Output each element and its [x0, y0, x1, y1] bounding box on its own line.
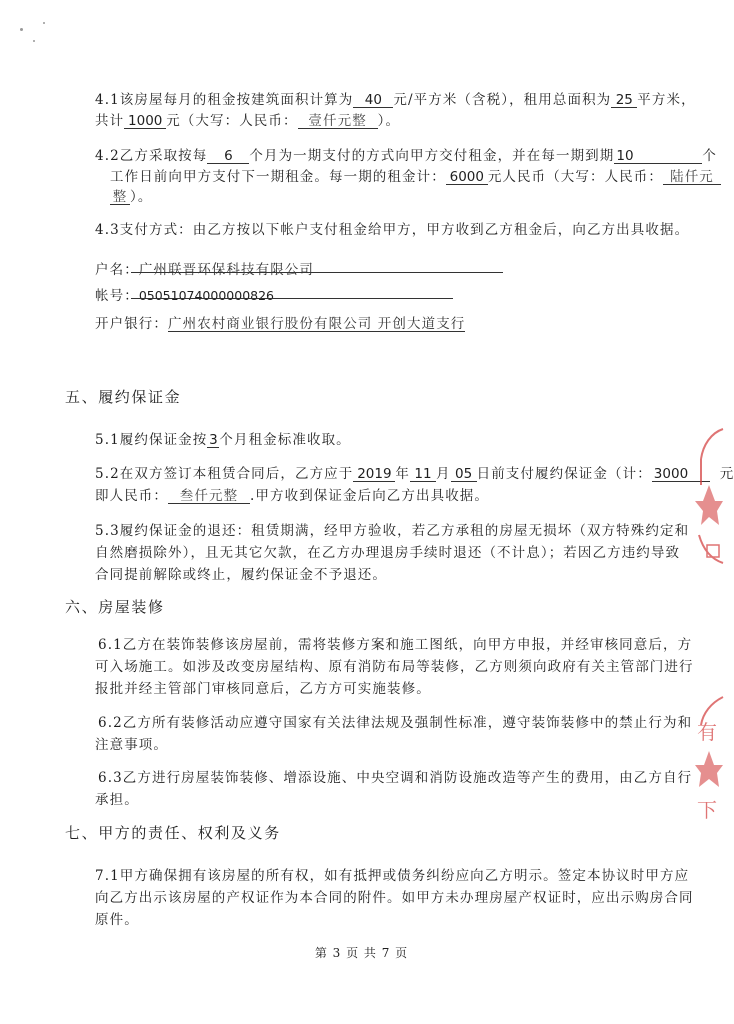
scan-speck [20, 28, 23, 31]
clause-7-1-line-1: 7.1甲方确保拥有该房屋的所有权，如有抵押或债务纠纷应向乙方明示。签定本协议时甲方应 [95, 868, 690, 884]
clause-6-2-line-2: 注意事项。 [95, 737, 168, 753]
rent-area: 25 [611, 93, 637, 108]
clause-4-3: 4.3支付方式：由乙方按以下帐户支付租金给甲方，甲方收到乙方租金后，向乙方出具收据。 [95, 222, 690, 238]
clause-4-2-line-1: 4.2乙方采取按每 6 个月为一期支付的方式向甲方交付租金，并在每一期到期 10 个 [95, 148, 717, 164]
scan-speck [43, 22, 45, 24]
deposit-amount: 3000 [652, 467, 710, 482]
clause-5-2-line-1: 5.2在双方签订本租赁合同后，乙方应于 2019 年 11 月 05 日前支付履约保证金（计： 3000 元 [95, 466, 734, 482]
rent-price: 40 [353, 93, 393, 108]
deposit-day: 05 [451, 467, 477, 482]
clause-6-2-line-1: 6.2乙方所有装修活动应遵守国家有关法律法规及强制性标准，遵守装饰装修中的禁止行为和 [98, 715, 693, 731]
section-5-heading: 五、履约保证金 [65, 388, 182, 406]
account-number-row: 帐号：05051074000000826 [95, 288, 275, 304]
deposit-words: 叁仟元整 [168, 489, 250, 504]
rent-total: 1000 [124, 114, 166, 129]
clause-5-3-line-3: 合同提前解除或终止，履约保证金不予退还。 [95, 567, 387, 583]
deposit-months: 3 [209, 432, 218, 448]
section-7-heading: 七、甲方的责任、权利及义务 [65, 824, 281, 842]
clause-6-3-line-1: 6.3乙方进行房屋装饰装修、增添设施、中央空调和消防设施改造等产生的费用，由乙方自行 [98, 770, 693, 786]
clause-5-1: 5.1履约保证金按 3 个月租金标准收取。 [95, 432, 351, 448]
clause-5-3-line-1: 5.3履约保证金的退还：租赁期满，经甲方验收，若乙方承租的房屋无损坏（双方特殊约定和 [95, 523, 690, 539]
clause-7-1-line-3: 原件。 [95, 912, 139, 928]
bank-row: 开户银行：广州农村商业银行股份有限公司 开创大道支行 [95, 316, 466, 332]
payment-days: 10 [614, 149, 702, 164]
deposit-year: 2019 [353, 467, 395, 482]
period-months: 6 [207, 149, 249, 164]
scan-speck [33, 40, 35, 42]
clause-6-3-line-2: 承担。 [95, 792, 139, 808]
account-name-row: 户名：广州联晋环保科技有限公司 [95, 262, 315, 278]
account-name: 广州联晋环保科技有限公司 [138, 262, 315, 278]
stamp-glyph: 有 [697, 720, 717, 744]
rent-total-words: 壹仟元整 [298, 114, 378, 129]
period-amount: 6000 [446, 170, 488, 185]
clause-4-2-line-3: 整 ）。 [110, 185, 152, 205]
clause-5-3-line-2: 自然磨损除外），且无其它欠款，在乙方办理退房手续时退还（不计息）；若因乙方违约导致 [95, 545, 681, 561]
clause-4-1-line-2: 共计 1000 元（大写：人民币： 壹仟元整 ）。 [95, 113, 401, 129]
seal-stamp-upper [689, 425, 723, 565]
seal-stamp-lower [687, 695, 723, 825]
clause-4-2-line-2: 工作日前向甲方支付下一期租金。每一期的租金计： 6000 元人民币（大写：人民币： 陆仟元 [110, 165, 721, 185]
clause-6-1-line-1: 6.1乙方在装饰装修该房屋前，需将装修方案和施工图纸，向甲方申报，并经审核同意后，方 [98, 637, 693, 653]
account-number-underline [131, 298, 453, 299]
page-number: 第 3 页 共 7 页 [314, 946, 409, 960]
deposit-month: 11 [410, 467, 436, 482]
account-number: 05051074000000826 [138, 288, 275, 303]
account-name-underline [131, 272, 503, 273]
clause-7-1-line-2: 向乙方出示该房屋的产权证作为本合同的附件。如甲方未办理房屋产权证时，应出示购房合同 [95, 890, 694, 906]
clause-5-2-line-2: 即人民币： 叁仟元整 .甲方收到保证金后向乙方出具收据。 [95, 488, 489, 504]
section-6-heading: 六、房屋装修 [65, 598, 165, 616]
clause-4-1-line-1: 4.1该房屋每月的租金按建筑面积计算为 40 元/平方米（含税），租用总面积为 25 平方米， [95, 92, 696, 108]
stamp-glyph: 下 [697, 798, 717, 822]
period-amount-words: 陆仟元 [663, 170, 721, 185]
clause-6-1-line-2: 可入场施工。如涉及改变房屋结构、原有消防布局等装修，乙方则须向政府有关主管部门进行 [95, 659, 694, 675]
clause-6-1-line-3: 报批并经主管部门审核同意后，乙方方可实施装修。 [95, 681, 431, 697]
bank-name: 广州农村商业银行股份有限公司 开创大道支行 [168, 316, 466, 332]
